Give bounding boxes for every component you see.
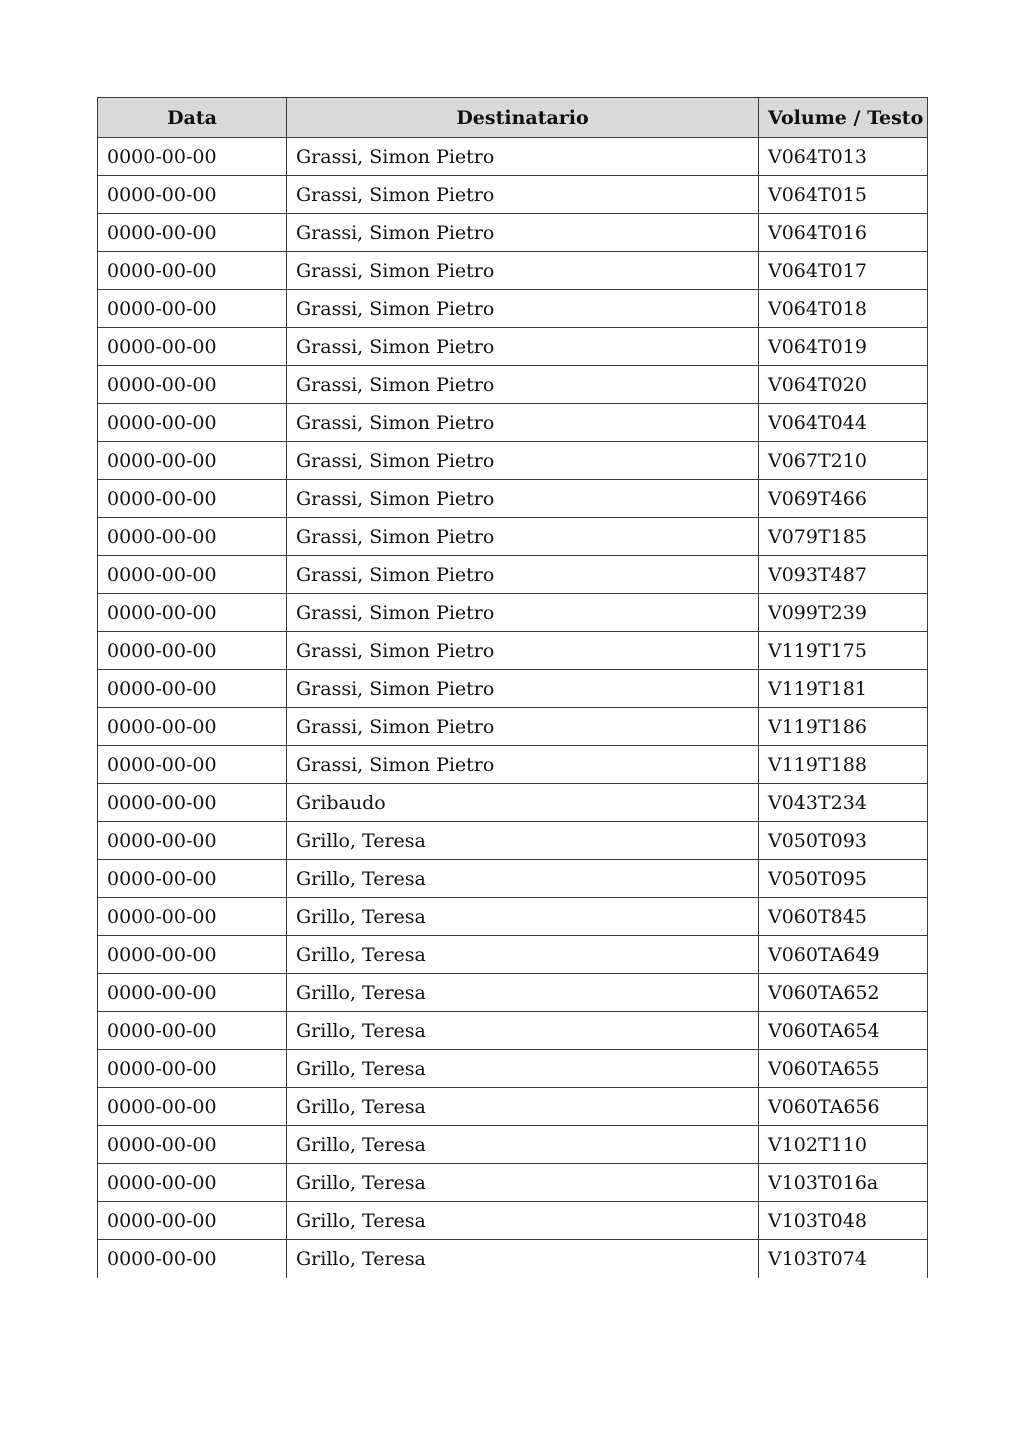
cell-volume-text: V064T016 [759, 214, 928, 252]
table-row [98, 784, 928, 822]
cell-volume-text: V103T074 [759, 1240, 928, 1278]
cell-volume-text: V064T020 [759, 366, 928, 404]
table-row [98, 214, 928, 252]
table-row [98, 176, 928, 214]
cell-date: 0000-00-00 [98, 860, 287, 898]
cell-date: 0000-00-00 [98, 138, 287, 176]
table-row [98, 708, 928, 746]
cell-recipient: Grassi, Simon Pietro [287, 670, 759, 708]
cell-recipient: Grillo, Teresa [287, 1126, 759, 1164]
cell-date: 0000-00-00 [98, 1050, 287, 1088]
cell-volume-text: V060T845 [759, 898, 928, 936]
table-row [98, 746, 928, 784]
cell-recipient: Grillo, Teresa [287, 1164, 759, 1202]
cell-recipient: Grassi, Simon Pietro [287, 366, 759, 404]
cell-volume-text: V102T110 [759, 1126, 928, 1164]
cell-date: 0000-00-00 [98, 708, 287, 746]
cell-date: 0000-00-00 [98, 556, 287, 594]
cell-volume-text: V093T487 [759, 556, 928, 594]
cell-date: 0000-00-00 [98, 1202, 287, 1240]
cell-recipient: Grillo, Teresa [287, 1088, 759, 1126]
cell-date: 0000-00-00 [98, 328, 287, 366]
cell-volume-text: V103T016a [759, 1164, 928, 1202]
table-row [98, 1012, 928, 1050]
cell-volume-text: V119T188 [759, 746, 928, 784]
cell-recipient: Grassi, Simon Pietro [287, 746, 759, 784]
cell-volume-text: V064T018 [759, 290, 928, 328]
cell-recipient: Grassi, Simon Pietro [287, 594, 759, 632]
cell-date: 0000-00-00 [98, 632, 287, 670]
table-body [98, 138, 928, 1278]
cell-date: 0000-00-00 [98, 746, 287, 784]
cell-recipient: Grillo, Teresa [287, 1012, 759, 1050]
table-header [98, 98, 928, 138]
table-row [98, 556, 928, 594]
cell-recipient: Grillo, Teresa [287, 1240, 759, 1278]
cell-date: 0000-00-00 [98, 1088, 287, 1126]
cell-volume-text: V050T095 [759, 860, 928, 898]
cell-recipient: Grassi, Simon Pietro [287, 138, 759, 176]
cell-volume-text: V064T013 [759, 138, 928, 176]
header-date: Data [98, 98, 287, 138]
cell-recipient: Grassi, Simon Pietro [287, 518, 759, 556]
cell-date: 0000-00-00 [98, 1012, 287, 1050]
table-row [98, 290, 928, 328]
header-volume-text: Volume / Testo [759, 98, 928, 138]
cell-recipient: Grillo, Teresa [287, 1202, 759, 1240]
cell-volume-text: V067T210 [759, 442, 928, 480]
cell-recipient: Grillo, Teresa [287, 822, 759, 860]
table-row [98, 1240, 928, 1278]
cell-volume-text: V064T044 [759, 404, 928, 442]
table-row [98, 632, 928, 670]
cell-volume-text: V119T175 [759, 632, 928, 670]
table-row [98, 404, 928, 442]
cell-volume-text: V064T017 [759, 252, 928, 290]
table-row [98, 366, 928, 404]
cell-date: 0000-00-00 [98, 252, 287, 290]
table-row [98, 822, 928, 860]
cell-date: 0000-00-00 [98, 1164, 287, 1202]
cell-date: 0000-00-00 [98, 898, 287, 936]
cell-volume-text: V060TA654 [759, 1012, 928, 1050]
cell-volume-text: V043T234 [759, 784, 928, 822]
table-row [98, 594, 928, 632]
cell-date: 0000-00-00 [98, 404, 287, 442]
cell-recipient: Grillo, Teresa [287, 974, 759, 1012]
cell-recipient: Grassi, Simon Pietro [287, 252, 759, 290]
cell-recipient: Grassi, Simon Pietro [287, 708, 759, 746]
table-row [98, 1050, 928, 1088]
cell-date: 0000-00-00 [98, 1126, 287, 1164]
cell-volume-text: V119T186 [759, 708, 928, 746]
cell-volume-text: V079T185 [759, 518, 928, 556]
cell-volume-text: V069T466 [759, 480, 928, 518]
table-row [98, 252, 928, 290]
cell-volume-text: V103T048 [759, 1202, 928, 1240]
cell-date: 0000-00-00 [98, 442, 287, 480]
cell-recipient: Gribaudo [287, 784, 759, 822]
cell-date: 0000-00-00 [98, 214, 287, 252]
cell-recipient: Grillo, Teresa [287, 860, 759, 898]
cell-date: 0000-00-00 [98, 176, 287, 214]
cell-recipient: Grillo, Teresa [287, 898, 759, 936]
cell-date: 0000-00-00 [98, 366, 287, 404]
cell-date: 0000-00-00 [98, 936, 287, 974]
cell-volume-text: V099T239 [759, 594, 928, 632]
cell-volume-text: V064T019 [759, 328, 928, 366]
cell-recipient: Grillo, Teresa [287, 936, 759, 974]
table-row [98, 974, 928, 1012]
table-row [98, 328, 928, 366]
cell-date: 0000-00-00 [98, 822, 287, 860]
header-recipient: Destinatario [287, 98, 759, 138]
cell-volume-text: V060TA656 [759, 1088, 928, 1126]
table-row [98, 1164, 928, 1202]
cell-recipient: Grassi, Simon Pietro [287, 176, 759, 214]
cell-recipient: Grassi, Simon Pietro [287, 480, 759, 518]
cell-date: 0000-00-00 [98, 670, 287, 708]
table-row [98, 1088, 928, 1126]
table-row [98, 480, 928, 518]
cell-volume-text: V060TA649 [759, 936, 928, 974]
cell-volume-text: V050T093 [759, 822, 928, 860]
table-row [98, 670, 928, 708]
cell-date: 0000-00-00 [98, 1240, 287, 1278]
cell-date: 0000-00-00 [98, 518, 287, 556]
table-row [98, 860, 928, 898]
cell-recipient: Grillo, Teresa [287, 1050, 759, 1088]
table-row [98, 898, 928, 936]
cell-recipient: Grassi, Simon Pietro [287, 214, 759, 252]
cell-recipient: Grassi, Simon Pietro [287, 442, 759, 480]
table-row [98, 138, 928, 176]
cell-volume-text: V064T015 [759, 176, 928, 214]
cell-volume-text: V119T181 [759, 670, 928, 708]
cell-date: 0000-00-00 [98, 784, 287, 822]
cell-date: 0000-00-00 [98, 290, 287, 328]
table-row [98, 442, 928, 480]
cell-volume-text: V060TA652 [759, 974, 928, 1012]
cell-date: 0000-00-00 [98, 594, 287, 632]
table-row [98, 518, 928, 556]
cell-recipient: Grassi, Simon Pietro [287, 404, 759, 442]
letters-table [97, 97, 928, 1278]
cell-volume-text: V060TA655 [759, 1050, 928, 1088]
cell-recipient: Grassi, Simon Pietro [287, 632, 759, 670]
table-row [98, 936, 928, 974]
cell-date: 0000-00-00 [98, 480, 287, 518]
header-row [98, 98, 928, 138]
cell-date: 0000-00-00 [98, 974, 287, 1012]
table-row [98, 1126, 928, 1164]
cell-recipient: Grassi, Simon Pietro [287, 556, 759, 594]
table-row [98, 1202, 928, 1240]
cell-recipient: Grassi, Simon Pietro [287, 290, 759, 328]
cell-recipient: Grassi, Simon Pietro [287, 328, 759, 366]
